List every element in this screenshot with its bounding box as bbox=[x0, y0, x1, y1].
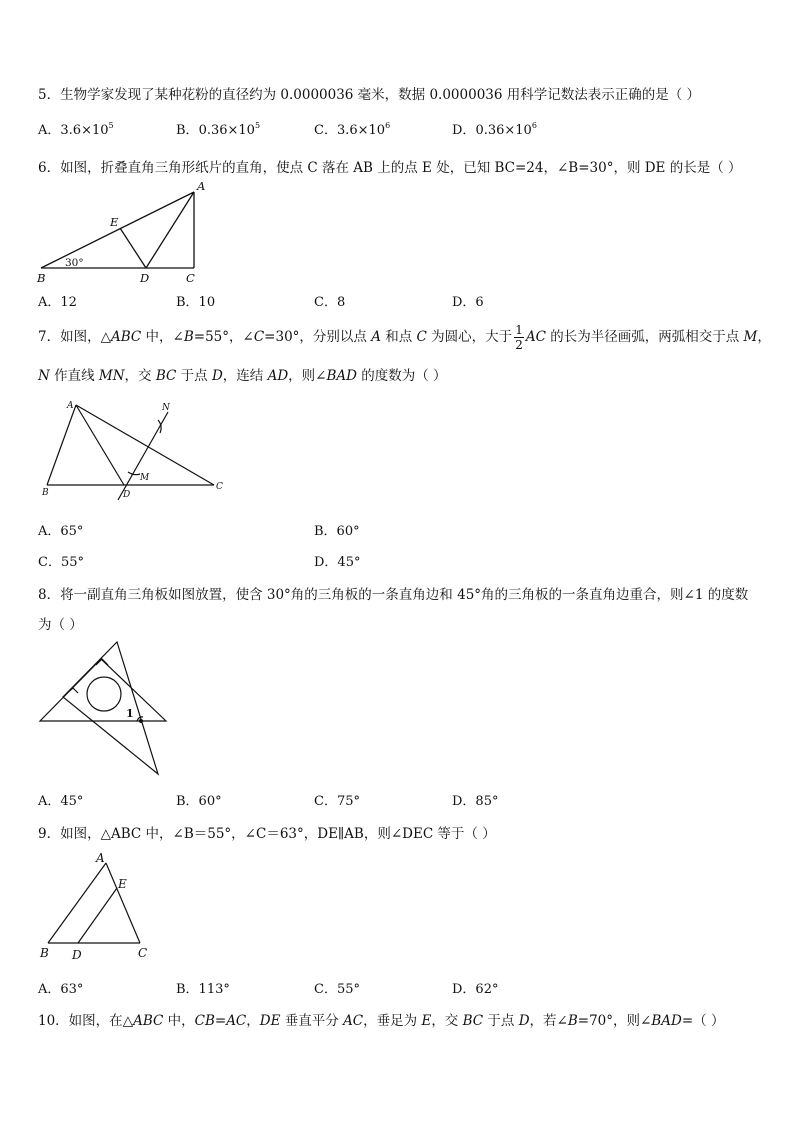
q6-label-e: E bbox=[110, 215, 119, 229]
q5-option-b: B．$0.36\times 10^5$ bbox=[176, 121, 261, 138]
q9-option-b: B．113° bbox=[176, 982, 230, 997]
q6-option-c: C．8 bbox=[314, 295, 346, 310]
q7-stem-line1: 7．如图，△ABC 中，∠B=55°，∠C=30°，分别以点 A 和点 C 为圆心，大于 $\frac{1}{2}$ AC 的长为半径画弧，两弧相交于点 M， bbox=[38, 323, 771, 352]
q7-fraction: $\frac{1}{2}$ bbox=[515, 323, 523, 352]
q7-label-c: C bbox=[216, 482, 223, 492]
q7-label-b: B bbox=[42, 488, 49, 498]
q9-option-d: D．62° bbox=[452, 982, 499, 997]
q9-label-a: A bbox=[96, 851, 105, 865]
q6-option-b: B．10 bbox=[176, 295, 216, 310]
q7-stem-line2: N 作直线 MN，交 BC 于点 D，连结 AD，则∠BAD 的度数为（ ） bbox=[38, 368, 447, 384]
q7-label-d: D bbox=[123, 490, 131, 500]
q5-option-d: D．$0.36\times 10^6$ bbox=[452, 121, 537, 138]
q5-option-a: A．$3.6\times 10^5$ bbox=[38, 121, 114, 138]
q7-option-a: A．65° bbox=[38, 524, 84, 539]
q9-label-d: D bbox=[72, 948, 82, 962]
q8-angle-label: 1 bbox=[126, 707, 134, 720]
q6-angle-label: 30° bbox=[65, 257, 84, 269]
q5-stem: 5．生物学家发现了某种花粉的直径约为 0.0000036 毫米，数据 0.0000036 用科学记数法表示正确的是（ ） bbox=[38, 87, 701, 103]
q9-option-c: C．55° bbox=[314, 982, 360, 997]
q6-option-d: D．6 bbox=[452, 295, 484, 310]
q9-side-ac bbox=[106, 863, 140, 943]
q7-option-b: B．60° bbox=[314, 524, 360, 539]
q7-label-n: N bbox=[162, 403, 170, 413]
q6-label-c: C bbox=[186, 271, 195, 285]
q7-label-m: M bbox=[140, 473, 150, 483]
q6-label-b: B bbox=[37, 271, 46, 285]
q8-option-b: B．60° bbox=[176, 794, 222, 809]
q9-stem: 9．如图，△ABC 中，∠B＝55°，∠C＝63°，DE∥AB，则∠DEC 等于（ ） bbox=[38, 826, 496, 842]
q9-option-a: A．63° bbox=[38, 982, 84, 997]
q8-stem-line1: 8．将一副直角三角板如图放置，使含 30°角的三角板的一条直角边和 45°角的三角板的一条直角边重合，则∠1 的度数 bbox=[38, 587, 749, 603]
q6-label-a: A bbox=[197, 179, 206, 193]
q9-segment-de bbox=[78, 888, 117, 943]
q8-stem-line2: 为（ ） bbox=[38, 617, 83, 633]
q7-option-c: C．55° bbox=[38, 555, 84, 570]
q9-label-b: B bbox=[40, 946, 49, 960]
q7-label-a: A bbox=[67, 401, 74, 411]
q8-option-d: D．85° bbox=[452, 794, 499, 809]
q6-label-d: D bbox=[140, 271, 150, 285]
q9-side-ab bbox=[48, 863, 106, 943]
q9-label-c: C bbox=[138, 946, 148, 960]
q6-option-a: A．12 bbox=[38, 295, 77, 310]
q8-option-c: C．75° bbox=[314, 794, 360, 809]
q9-label-e: E bbox=[118, 877, 127, 891]
q10-stem: 10．如图，在△ABC 中，CB=AC，DE 垂直平分 AC，垂足为 E，交 BC 于点 D，若∠B=70°，则∠BAD=（ ） bbox=[38, 1013, 725, 1029]
q6-stem: 6．如图，折叠直角三角形纸片的直角，使点 C 落在 AB 上的点 E 处，已知 BC=24，∠B=30°，则 DE 的长是（ ） bbox=[38, 160, 742, 176]
q8-option-a: A．45° bbox=[38, 794, 84, 809]
q7-option-d: D．45° bbox=[314, 555, 361, 570]
q5-option-c: C．$3.6\times 10^6$ bbox=[314, 121, 391, 138]
